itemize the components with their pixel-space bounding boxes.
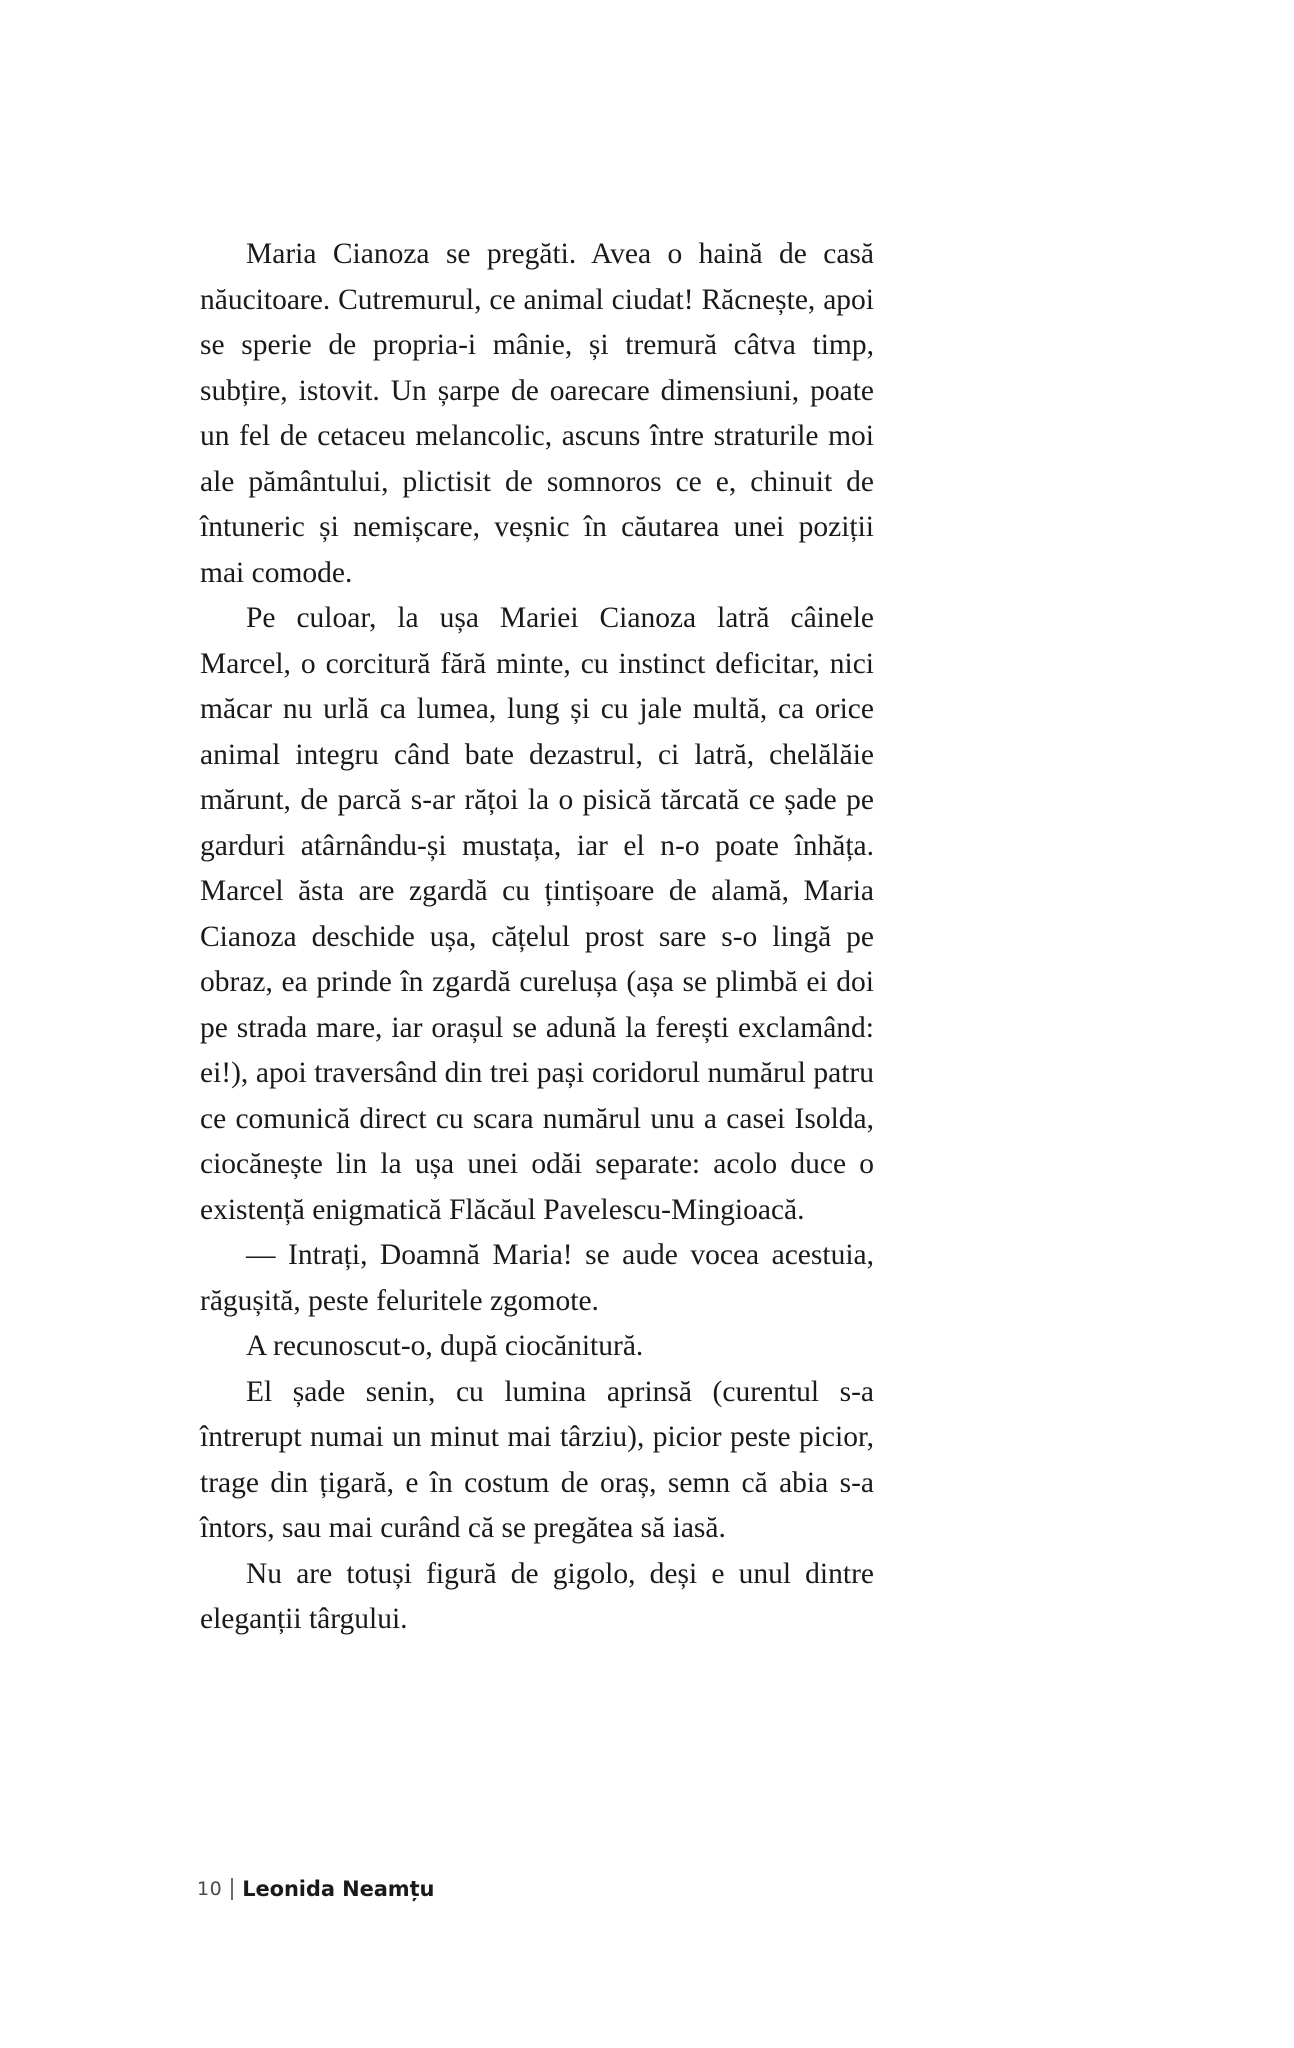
footer-author-name: Leonida Neamțu (242, 1876, 435, 1901)
paragraph-4: A recunoscut-o, după ciocănitură. (246, 1330, 644, 1362)
paragraph-6: Nu are totuși figură de gigolo, deși e unul dintre eleganții târgului. (200, 1557, 874, 1635)
page-footer (197, 1878, 434, 1900)
body-text-column (200, 232, 874, 1643)
paragraph-3: — Intrați, Doamnă Maria! se aude vocea acestuia, răgușită, peste feluritele zgomote. (200, 1239, 874, 1317)
footer-page-number: 10 (197, 1877, 223, 1900)
paragraph-5: El șade senin, cu lumina aprinsă (curentul s-a întrerupt numai un minut mai târziu), picior peste picior, trage din țigară, e în costum de oraș, semn că abia s-a întors, sau mai curând că se pregătea să iasă. (200, 1375, 874, 1544)
footer-separator-rule (231, 1878, 233, 1900)
paragraph-2: Pe culoar, la ușa Mariei Cianoza latră câinele Marcel, o corcitură fără minte, cu instinct deficitar, nici măcar nu urlă ca lumea, lung și cu jale multă, ca orice animal integru când bate dezastrul, ci latră, chelălăie mărunt, de parcă s-ar rățoi la o pisică tărcată ce șade pe garduri atârnându-și mustața, iar el n-o poate înhăța. Marcel ăsta are zgardă cu țintișoare de alamă, Maria Cianoza deschide ușa, cățelul prost sare s-o lingă pe obraz, ea prinde în zgardă curelușa (așa se plimbă ei doi pe strada mare, iar orașul se adună la ferești exclamând: ei!), apoi traversând din trei pași coridorul numărul patru ce comunică direct cu scara numărul unu a casei Isolda, ciocănește lin la ușa unei odăi separate: acolo duce o existență enigmatică Flăcăul Pavelescu-Mingioacă. (200, 602, 874, 1226)
paragraph-1: Maria Cianoza se pregăti. Avea o haină de casă năucitoare. Cutremurul, ce animal ciudat! Răcnește, apoi se sperie de propria-i mânie, și tremură câtva timp, subțire, istovit. Un șarpe de oarecare dimensiuni, poate un fel de cetaceu melancolic, ascuns între straturile moi ale pământului, plictisit de somnoros ce e, chinuit de întuneric și nemișcare, veșnic în căutarea unei poziții mai comode. (200, 238, 874, 589)
